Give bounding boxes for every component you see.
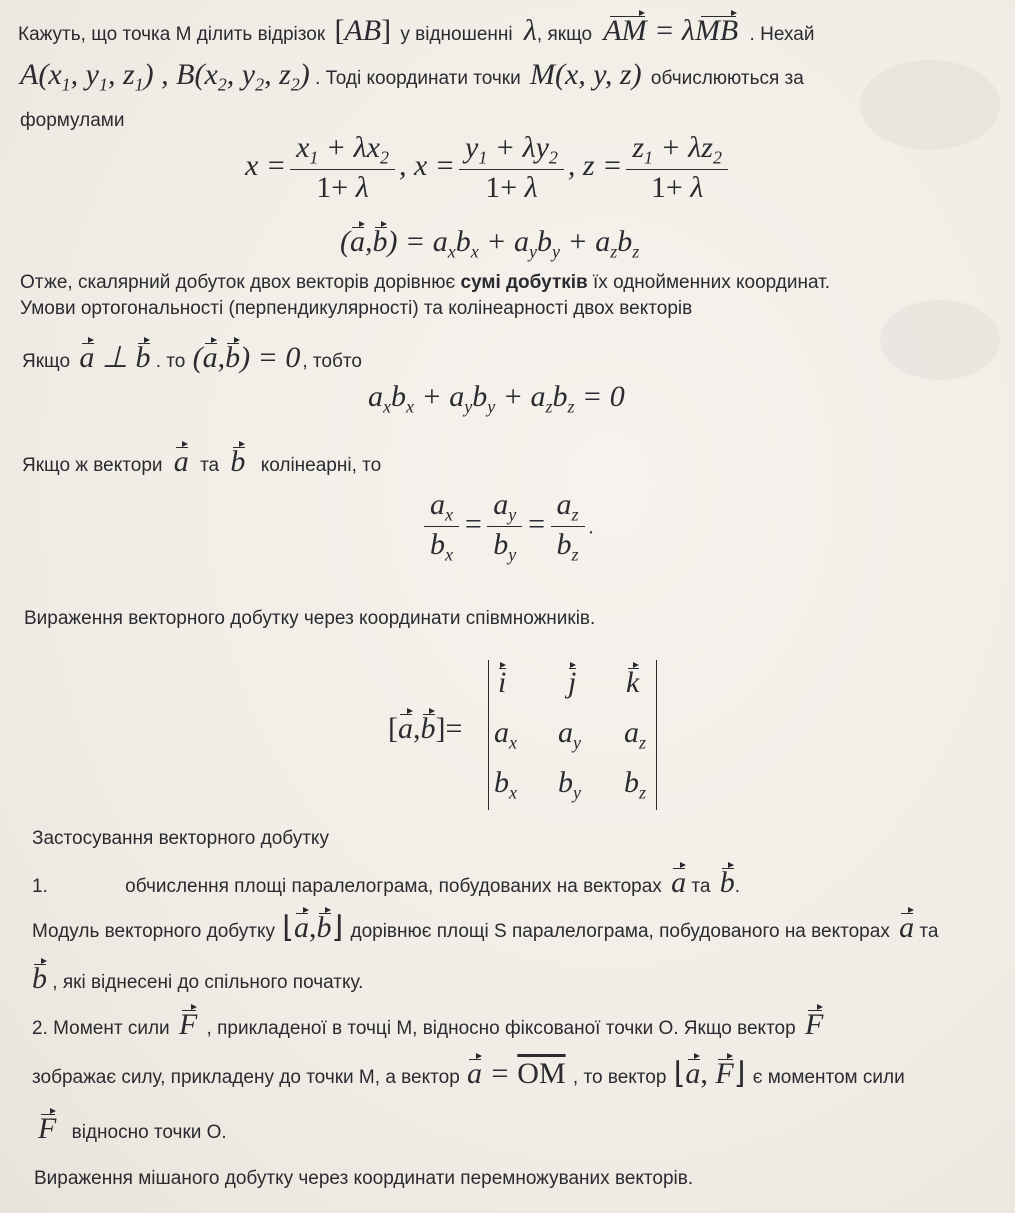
formula-zero: (a,b) = 0 [192, 341, 301, 374]
formula-points: $A(x_1$, $y_1$, $z_1$) , $B(x_2$, $y_2$, $z_2$) [20, 58, 310, 95]
vector-b-3: b [32, 962, 47, 995]
text-5: Умови ортогональності (перпендикулярності) та колінеарності двох векторів [20, 298, 693, 319]
text-13a: 2. Момент сили [32, 1018, 170, 1039]
line-7 [22, 445, 381, 479]
line-15 [38, 1112, 227, 1146]
line-13 [32, 1008, 823, 1042]
text-14a: зображає силу, прикладену до точки М, а вектор [32, 1067, 460, 1088]
vector-a-2: a [671, 866, 687, 899]
text-2b: обчислюються за [650, 68, 804, 89]
text-1c: , якщо [536, 24, 593, 45]
text-6a: Якщо [22, 351, 71, 372]
formula-ab: [AB] [334, 14, 392, 47]
vector-a: a [173, 445, 189, 478]
text-7c: колінеарні, то [260, 455, 382, 476]
formula-division: x = $\frac{x_1 + \lambda x_2}{1+ \lambda}$ , x = $\frac{y_1 + \lambda y_2}{1+ \lambda}$ , z = $\frac{z_1 + \lambda z_2}{1+ \lambda}$ [245, 130, 732, 206]
formula-perp: a ⊥ b [79, 341, 151, 374]
formula-a-om: $a = \overline{OM}$ [467, 1057, 566, 1090]
line-1 [18, 14, 814, 48]
formula-scalar-product: $(a,b) = a_xb_x + a_yb_y + a_zb_z$ [340, 225, 640, 262]
line-12 [32, 962, 363, 996]
det-lhs: [a,b]= [388, 712, 463, 745]
line-9 [32, 828, 329, 850]
text-10a: обчислення площі паралелограма, побудованих на векторах [125, 876, 662, 897]
text-2a: . Тоді координати точки [315, 68, 521, 89]
formula-ortho: $a_xb_x + a_yb_y + a_zb_z = 0$ [368, 380, 625, 417]
formula-a-f: ⌊a, F⌋ [673, 1057, 746, 1090]
text-14b: , то вектор [572, 1067, 667, 1088]
formula-collinear: $\frac{a_x}{b_x}$ = $\frac{a_y}{b_y}$ = $\frac{a_z}{b_z}$ . [420, 487, 594, 566]
formula-m: M(x, y, z) [529, 58, 642, 91]
text-7a: Якщо ж вектори [22, 455, 163, 476]
line-4 [20, 272, 830, 294]
text-4a: Отже, скалярний добуток двох векторів дорівнює [20, 272, 456, 293]
text-14c: є моментом сили [752, 1067, 905, 1088]
text-1d: . Нехай [749, 24, 815, 45]
text-1a: Кажуть, що точка М ділить відрізок [18, 24, 326, 45]
vector-b: b [230, 445, 246, 478]
text-16: Вираження мішаного добутку через координати перемножуваних векторів. [34, 1168, 694, 1189]
vector-f-3: F [38, 1112, 57, 1145]
formula-vp-abs: ⌊a,b⌋ [282, 911, 344, 944]
formula-lambda: λ [523, 14, 537, 47]
line-2 [20, 58, 804, 95]
vector-f-2: F [804, 1008, 824, 1041]
text-15: відносно точки О. [71, 1122, 227, 1143]
line-6 [22, 340, 362, 375]
text-10b: та [691, 876, 711, 897]
text-4-bold: сумі добутків [460, 272, 588, 293]
text-13b: , прикладеної в точці М, відносно фіксованої точки О. Якщо вектор [206, 1018, 796, 1039]
text-9: Застосування векторного добутку [32, 828, 329, 849]
text-6c: , тобто [302, 351, 362, 372]
formula-vector-product-det: [a,b]= i j k $a_x$ $a_y$ $a_z$ $b_x$ $b_y$ $b_z$ [388, 660, 668, 820]
line-11 [32, 910, 938, 945]
vector-f: F [178, 1008, 198, 1041]
text-11a: Модуль векторного добутку [32, 921, 275, 942]
text-7b: та [200, 455, 220, 476]
line-16 [34, 1168, 693, 1190]
text-12: , які віднесені до спільного початку. [52, 972, 364, 993]
line-8 [24, 608, 595, 630]
formula-am-lambda-mb: AM = λMB [603, 14, 739, 47]
text-8: Вираження векторного добутку через координати співмножників. [24, 608, 596, 629]
vector-b-2: b [719, 866, 735, 899]
text-3: формулами [20, 110, 125, 131]
text-11c: та [919, 921, 939, 942]
line-5 [20, 298, 692, 320]
line-10: 1. обчислення площі паралелограма, побудованих на векторах a та b. [32, 866, 740, 899]
text-6b: . то [155, 351, 186, 372]
line-14 [32, 1056, 905, 1091]
text-4b: їх однойменних координат. [593, 272, 830, 293]
text-11b: дорівнює площі S паралелограма, побудованого на векторах [350, 921, 890, 942]
text-10-num: 1. [32, 876, 48, 897]
line-3 [20, 110, 124, 132]
vector-a-3: a [899, 911, 915, 944]
text-1b: у відношенні [400, 24, 513, 45]
